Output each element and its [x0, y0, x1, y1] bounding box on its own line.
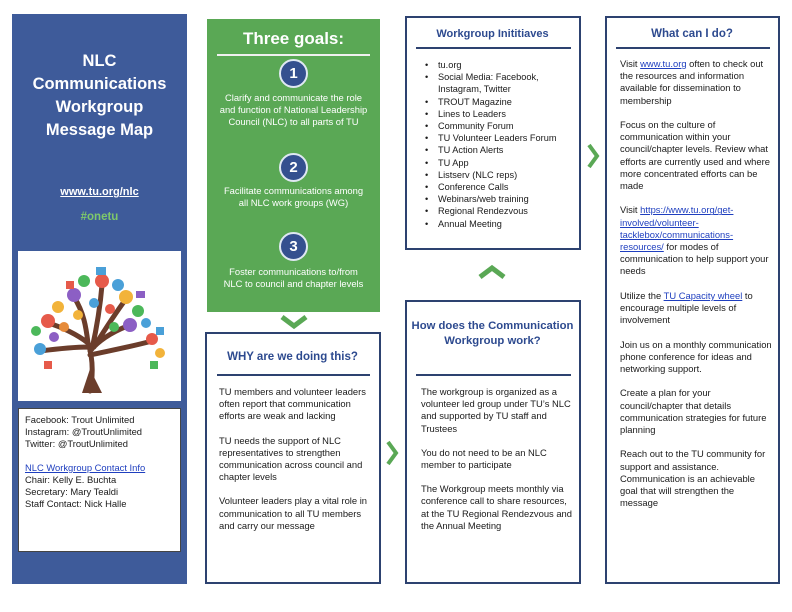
- what-item-resources: Visit https://www.tu.org/get-involved/volunteer-tacklebox/communications-resources/ for modes of communication to help support your needs: [620, 204, 769, 277]
- contact-box: [18, 408, 181, 552]
- why-divider: [217, 374, 370, 376]
- what-item-join: Join us on a monthly communication phone conference for ideas and networking support.: [620, 338, 772, 375]
- list-item: • tu.org: [425, 59, 575, 71]
- what-box: [605, 16, 780, 584]
- initiatives-title: Workgroup Inititiaves: [436, 28, 549, 40]
- goal-text: Clarify and communicate the role and function of National Leadership Council (NLC) to all parts of TU: [219, 92, 368, 127]
- staff-contact: Staff Contact: Nick Halle: [25, 498, 127, 509]
- list-item: • Conference Calls: [425, 181, 575, 193]
- what-item-reach-out: Reach out to the TU community for support and assistance. Communication is an achievable goal that will strengthen the message: [620, 448, 766, 509]
- list-item: • TU App: [425, 157, 575, 169]
- chair-name: Chair: Kelly E. Buchta: [25, 474, 117, 485]
- list-item: • Regional Rendezvous: [425, 205, 575, 217]
- list-item: • Lines to Leaders: [425, 108, 575, 120]
- what-item-capacity: Utilize the TU Capacity wheel to encourage multiple levels of involvement: [620, 289, 753, 326]
- capacity-wheel-link[interactable]: TU Capacity wheel: [663, 289, 743, 301]
- communication-tree-icon: [18, 251, 181, 401]
- how-paragraph: The Workgroup meets monthly via conference call to share resources, at the TU Regional Rendezvous and the Annual Meeting: [421, 483, 572, 531]
- what-item-visit-site: Visit www.tu.org often to check out the resources and information available for dissemination to membership: [620, 58, 764, 106]
- chevron-down-icon: [280, 314, 308, 330]
- how-box: [405, 300, 581, 584]
- goal-number-badge: 3: [279, 232, 308, 261]
- how-paragraph: You do not need to be an NLC member to participate: [421, 446, 547, 471]
- why-paragraph: TU members and volunteer leaders often report that communication efforts are weak and lacking: [219, 386, 366, 422]
- list-item: • TU Action Alerts: [425, 144, 575, 156]
- initiatives-list: [425, 59, 575, 230]
- goal-text: Facilitate communications among all NLC work groups (WG): [223, 185, 364, 208]
- page-title: NLC Communications Workgroup Message Map: [32, 52, 167, 139]
- contact-info-link[interactable]: NLC Workgroup Contact Info: [25, 462, 146, 473]
- initiatives-box: [405, 16, 581, 250]
- why-title: WHY are we doing this?: [227, 351, 358, 363]
- goals-divider: [217, 54, 370, 56]
- secretary-name: Secretary: Mary Tealdi: [25, 486, 119, 497]
- communications-resources-link[interactable]: https://www.tu.org/get-involved/volunteer-tacklebox/communications-resources/: [620, 204, 734, 253]
- twitter-handle: Twitter: @TroutUnlimited: [25, 438, 128, 449]
- goals-panel: [207, 19, 380, 312]
- list-item: • TU Volunteer Leaders Forum: [425, 132, 575, 144]
- list-item: • Community Forum: [425, 120, 575, 132]
- how-title: How does the Communication Workgroup work?: [411, 320, 574, 347]
- what-item-culture: Focus on the culture of communication within your council/chapter levels. Review what efforts are currently used and where more concentrated efforts can be made: [620, 119, 770, 192]
- chevron-right-icon: [385, 440, 399, 466]
- what-item-plan: Create a plan for your council/chapter that details communication strategies for future planning: [620, 387, 767, 436]
- how-divider: [416, 374, 571, 376]
- nlc-url-link[interactable]: www.tu.org/nlc: [60, 186, 139, 198]
- chevron-right-icon: [586, 143, 600, 169]
- how-paragraph: The workgroup is organized as a volunteer led group under TU’s NLC and supported by TU staff and Trustees: [421, 386, 571, 434]
- list-item: • Social Media: Facebook, Instagram, Twitter: [425, 71, 575, 95]
- facebook-handle: Facebook: Trout Unlimited: [25, 414, 135, 425]
- what-divider: [616, 47, 770, 49]
- list-item: • Annual Meeting: [425, 218, 575, 230]
- goal-text: Foster communications to/from NLC to council and chapter levels: [223, 266, 364, 289]
- tu-org-link[interactable]: www.tu.org: [640, 58, 687, 69]
- goals-title: Three goals:: [242, 29, 345, 48]
- list-item: • TROUT Magazine: [425, 96, 575, 108]
- goal-number-badge: 1: [279, 59, 308, 88]
- instagram-handle: Instagram: @TroutUnlimited: [25, 426, 143, 437]
- why-paragraph: TU needs the support of NLC representatives to strengthen communication across council and chapter levels: [219, 434, 363, 483]
- goal-number-badge: 2: [279, 153, 308, 182]
- list-item: • Webinars/web training: [425, 193, 575, 205]
- initiatives-divider: [416, 47, 571, 49]
- left-panel: [12, 14, 187, 584]
- what-title: What can I do?: [651, 28, 733, 40]
- why-box: [205, 332, 381, 584]
- chevron-up-icon: [478, 264, 506, 280]
- list-item: • Listserv (NLC reps): [425, 169, 575, 181]
- why-paragraph: Volunteer leaders play a vital role in communication to all TU members and carry our message: [219, 495, 368, 531]
- hashtag: #onetu: [80, 211, 119, 223]
